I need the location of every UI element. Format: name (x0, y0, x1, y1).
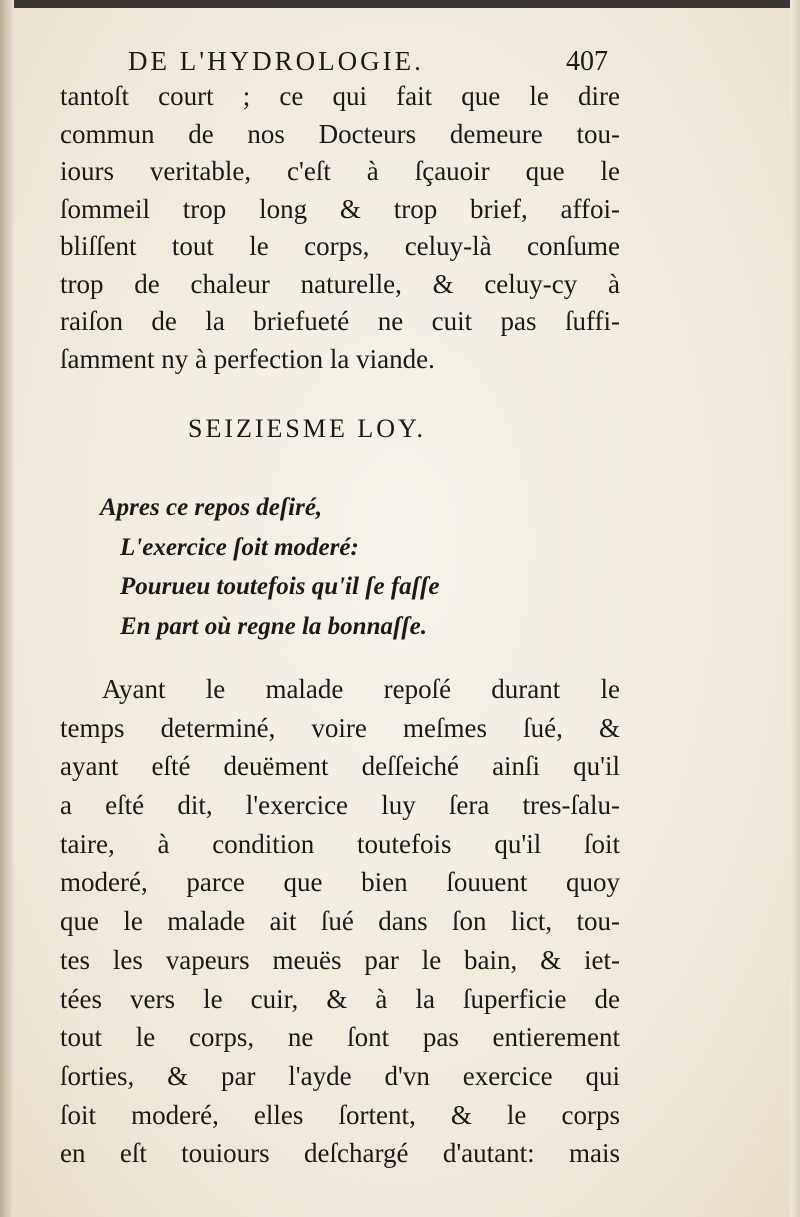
text-line: a eſté dit, l'exercice luy ſera tres-ſalu- (60, 790, 620, 821)
page-number: 407 (566, 46, 608, 77)
text-line: trop de chaleur naturelle, & celuy-cy à (60, 268, 620, 299)
text-line: que le malade ait ſué dans ſon lict, tou- (60, 906, 620, 937)
text-line: tées vers le cuir, & à la ſuperficie de (60, 983, 620, 1014)
verse-line: En part où regne la bonnaſſe. (120, 612, 427, 640)
text-line: moderé, parce que bien ſouuent quoy (60, 867, 620, 898)
text-line: commun de nos Docteurs demeure tou- (60, 118, 620, 149)
text-line: temps determiné, voire meſmes ſué, & (60, 712, 620, 743)
text-line: raiſon de la briefueté ne cuit pas ſuffi- (60, 306, 620, 336)
page-fore-edge (790, 0, 800, 1217)
verse-line: Apres ce repos deſiré, (100, 494, 323, 521)
page-gutter (0, 0, 14, 1217)
verse-line: L'exercice ſoit moderé: (120, 533, 359, 561)
running-title: DE L'HYDROLOGIE. (128, 46, 424, 76)
section-heading: SEIZIESME LOY. (188, 414, 426, 443)
text-line: iours veritable, c'eſt à ſçauoir que le (60, 156, 620, 186)
paragraph-2 (60, 670, 620, 1173)
text-line: ſorties, & par l'ayde d'vn exercice qui (60, 1060, 620, 1091)
verse (100, 488, 580, 646)
text-line: ſommeil trop long & trop brief, affoi- (60, 193, 620, 224)
text-line: tout le corps, ne ſont pas entierement (60, 1022, 620, 1053)
text-line: ſamment ny à perfection la viande. (60, 343, 435, 374)
text-line: ayant eſté deuëment deſſeiché ainſi qu'il (60, 751, 620, 782)
verse-line: Pourueu toutefois qu'il ſe faſſe (120, 573, 440, 600)
text-line: tes les vapeurs meuës par le bain, & iet- (60, 944, 620, 975)
text-line: en eſt touiours deſchargé d'autant: mais (60, 1138, 620, 1169)
page-top-edge (0, 0, 800, 8)
text-line: ſoit moderé, elles ſortent, & le corps (60, 1099, 620, 1130)
text-line: tantoſt court ; ce qui fait que le dire (60, 81, 620, 111)
paragraph-1 (60, 78, 620, 378)
text-line: Ayant le malade repoſé durant le (102, 674, 620, 704)
text-line: taire, à condition toutefois qu'il ſoit (60, 828, 620, 859)
text-line: bliſſent tout le corps, celuy-là conſume (60, 231, 620, 261)
